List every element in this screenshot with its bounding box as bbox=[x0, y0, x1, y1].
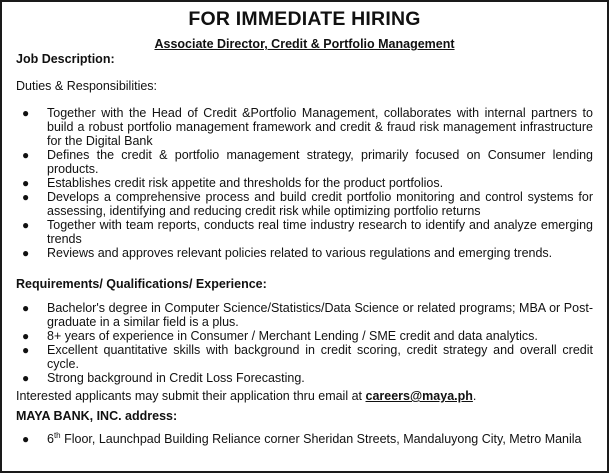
email-link[interactable]: careers@maya.ph bbox=[365, 389, 473, 403]
bullet-icon: ● bbox=[22, 343, 30, 357]
address-text: Floor, Launchpad Building Reliance corner Sheridan Streets, Mandaluyong City, Metro Manila bbox=[60, 432, 582, 446]
bullet-icon: ● bbox=[22, 190, 30, 204]
address-floor-suffix: th bbox=[53, 430, 61, 440]
bullet-icon: ● bbox=[22, 148, 30, 162]
address-list bbox=[16, 432, 593, 447]
bullet-icon: ● bbox=[22, 432, 30, 446]
list-item bbox=[16, 329, 593, 343]
list-item bbox=[16, 176, 593, 190]
bullet-icon: ● bbox=[22, 246, 30, 260]
duties-label: Duties & Responsibilities: bbox=[16, 79, 158, 93]
requirements-heading: Requirements/ Qualifications/ Experience: bbox=[16, 277, 267, 291]
duty-text: Together with the Head of Credit &Portfolio Management, collaborates with internal partners to build a robust portfolio management framework and credit & fraud risk management infrastructure for the Digital Bank bbox=[47, 106, 593, 148]
list-item bbox=[16, 190, 593, 218]
bullet-icon: ● bbox=[22, 106, 30, 120]
apply-instructions bbox=[16, 389, 593, 404]
bullet-icon: ● bbox=[22, 329, 30, 343]
job-description-heading: Job Description: bbox=[16, 52, 115, 66]
apply-text: Interested applicants may submit their application thru email at bbox=[16, 389, 363, 403]
duty-text: Develops a comprehensive process and build credit portfolio monitoring and control systems for assessing, identifying and reducing credit risk while optimizing portfolio returns bbox=[47, 190, 593, 218]
position-title: Associate Director, Credit & Portfolio Management bbox=[154, 37, 455, 51]
list-item bbox=[16, 343, 593, 371]
duty-text: Establishes credit risk appetite and thresholds for the product portfolios. bbox=[47, 176, 444, 190]
list-item bbox=[16, 218, 593, 246]
duty-text: Together with team reports, conducts real time industry research to identify and analyze emerging trends bbox=[47, 218, 593, 246]
list-item bbox=[16, 246, 593, 260]
page-title: FOR IMMEDIATE HIRING bbox=[188, 8, 421, 30]
requirement-text: Strong background in Credit Loss Forecasting. bbox=[47, 371, 305, 385]
duties-list bbox=[16, 106, 593, 260]
requirement-text: Excellent quantitative skills with background in credit scoring, credit strategy and overall credit cycle. bbox=[47, 343, 593, 371]
list-item bbox=[16, 432, 593, 447]
duty-text: Defines the credit & portfolio management strategy, primarily focused on Consumer lending products. bbox=[47, 148, 593, 176]
address-floor-number: 6 bbox=[47, 432, 54, 446]
bullet-icon: ● bbox=[22, 301, 30, 315]
list-item bbox=[16, 106, 593, 148]
address-heading: MAYA BANK, INC. address: bbox=[16, 409, 178, 423]
requirements-list bbox=[16, 301, 593, 385]
list-item bbox=[16, 371, 593, 385]
list-item bbox=[16, 148, 593, 176]
apply-end: . bbox=[472, 389, 477, 403]
list-item bbox=[16, 301, 593, 329]
requirement-text: 8+ years of experience in Consumer / Merchant Lending / SME credit and data analytics. bbox=[47, 329, 538, 343]
duty-text: Reviews and approves relevant policies related to various regulations and emerging trends. bbox=[47, 246, 553, 260]
bullet-icon: ● bbox=[22, 176, 30, 190]
bullet-icon: ● bbox=[22, 218, 30, 232]
bullet-icon: ● bbox=[22, 371, 30, 385]
requirement-text: Bachelor's degree in Computer Science/Statistics/Data Science or related programs; MBA or Post-graduate in a similar field is a plus. bbox=[47, 301, 593, 329]
